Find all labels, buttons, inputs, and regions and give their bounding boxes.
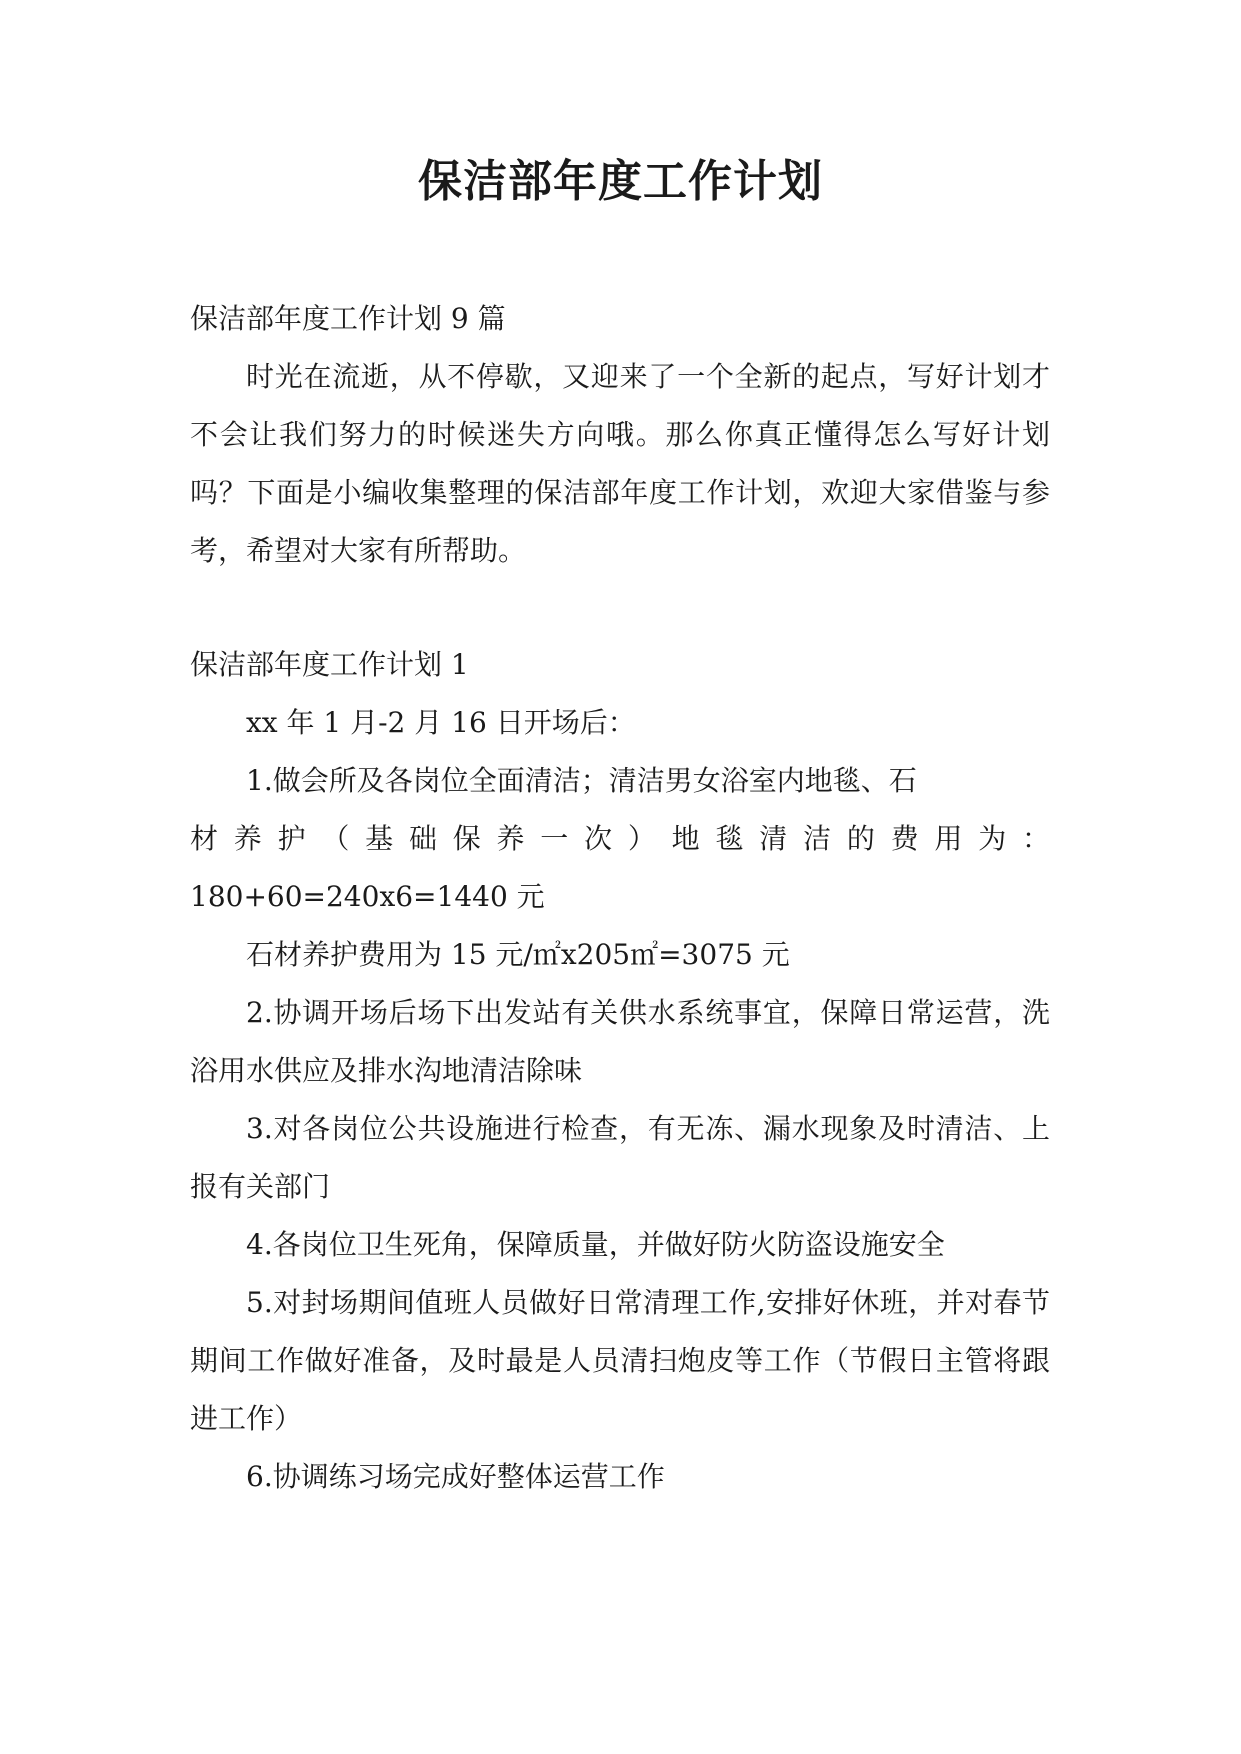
section-heading	[190, 636, 1050, 694]
stone-cost-line: 石材养护费用为 15 元/㎡x205㎡=3075 元	[246, 938, 790, 971]
item-5: 5.对封场期间值班人员做好日常清理工作,安排好休班，并对春节期间工作做好准备，及时最是人员清扫炮皮等工作（节假日主管将跟进工作）	[190, 1286, 1050, 1435]
document-title: 保洁部年度工作计划	[418, 156, 823, 207]
document-subtitle	[190, 290, 1050, 348]
subtitle-text: 保洁部年度工作计划 9 篇	[190, 302, 506, 335]
item-1-line-2: 材养护（基础保养一次）地毯清洁的费用为：	[190, 822, 1050, 855]
item-1-line-3: 180+60=240x6=1440 元	[190, 880, 545, 913]
item-6: 6.协调练习场完成好整体运营工作	[246, 1460, 665, 1493]
item-3: 3.对各岗位公共设施进行检查，有无冻、漏水现象及时清洁、上报有关部门	[190, 1112, 1050, 1203]
item-2: 2.协调开场后场下出发站有关供水系统事宜，保障日常运营，洗浴用水供应及排水沟地清洁除味	[190, 996, 1050, 1087]
item-1-line-1: 1.做会所及各岗位全面清洁；清洁男女浴室内地毯、石	[246, 764, 917, 797]
intro-text: 时光在流逝，从不停歇，又迎来了一个全新的起点，写好计划才不会让我们努力的时候迷失方向哦。那么你真正懂得怎么写好计划吗？下面是小编收集整理的保洁部年度工作计划，欢迎大家借鉴与参考，希望对大家有所帮助。	[190, 360, 1050, 567]
item-4: 4.各岗位卫生死角，保障质量，并做好防火防盗设施安全	[246, 1228, 945, 1261]
section-heading-text: 保洁部年度工作计划 1	[190, 648, 469, 681]
intro-paragraph	[190, 348, 1050, 580]
period-line: xx 年 1 月-2 月 16 日开场后：	[246, 706, 636, 739]
section-body	[190, 694, 1050, 1506]
